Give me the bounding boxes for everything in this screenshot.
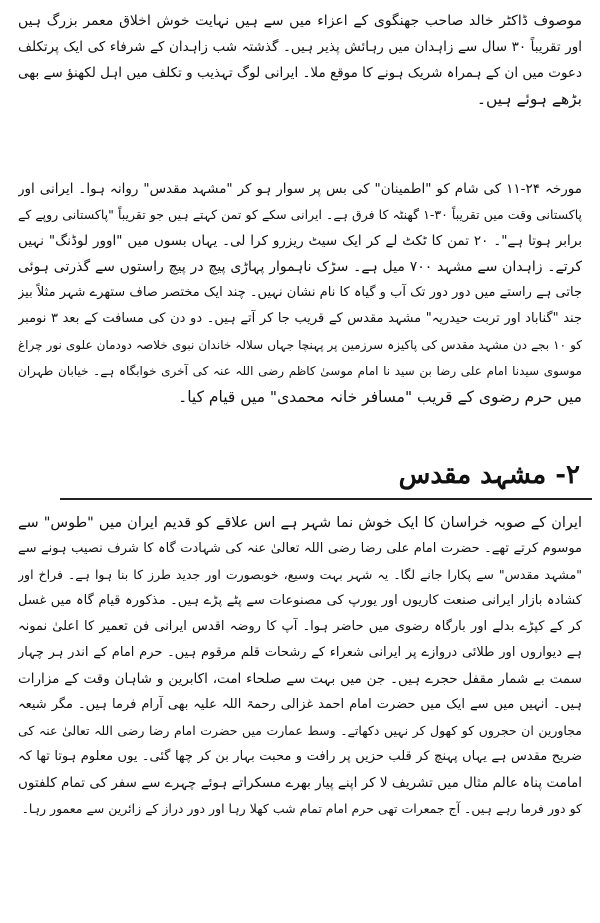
text-line: مجاورین ان حجروں کو کھول کر نہیں دکھاتے۔ وسط عمارت میں حضرت امام رضا رضی اللہ تعالیٰ عنہ کی [18,723,582,738]
text-line: ہے دیواروں اور طلائی دروازے پر ایرانی شعراء کے رشحات قلم مرقوم ہیں۔ حرم امام کے اندر ہر چہار [18,645,582,660]
text-line: ضریح مقدس ہے یہاں پہنچ کر قلب حزیں پر رافت و محبت بہار بن کر چھا گئی۔ یوں معلوم ہوتا تھا کہ [18,749,582,764]
text-line: بڑھے ہوئے ہیں۔ [476,90,582,108]
text-line: کو ۱۰ بجے دن مشہد مقدس کی پاکیزہ سرزمین پر پہنچا جہاں سلالہ خاندان نبوی خلاصہ دودمان علوی نور چراغ [18,338,582,352]
heading-underline [60,498,592,500]
text-line: پاکستانی وقت میں تقریباً ۳۰-۱ گھنٹہ کا فرق ہے۔ ایرانی سکے کو تمن کہتے ہیں جو تقریباً "پاکستانی روپے کے [18,207,582,222]
text-line: برابر ہوتا ہے"۔ ۲۰ تمن کا ٹکٹ لے کر ایک سیٹ ریزرو کرا لی۔ یہاں بسوں میں "اوور لوڈنگ" نہیں [18,233,582,249]
section-heading: ۲- مشہد مقدس [398,460,580,490]
text-line: کر کے کپڑے بدلے اور بارگاہ رضوی میں حاضر ہوا۔ آپ کا روضہ اقدس ایرانی فن تعمیر کا اعلیٰ نمونہ [18,619,582,634]
text-line: میں حرم رضوی کے قریب "مسافر خانہ محمدی" میں قیام کیا۔ [178,388,582,406]
text-line: امامت پناہ عالم مثال میں تشریف لا کر اپنے پیار بھرے مسکراتے ہوئے چہرے سے سفر کی تمام کلفتوں [18,775,582,791]
text-line: ایران کے صوبہ خراسان کا ایک خوش نما شہر ہے اس علاقے کو قدیم ایران میں "طوس" سے [18,515,582,531]
text-line: کشادہ بازار ایرانی صنعت کاریوں اور یورپ کی مصنوعات سے پٹے پڑے ہیں۔ مذکورہ قیام گاہ میں غسل [18,593,582,608]
text-line: "مشہد مقدس" سے پکارا جانے لگا۔ یہ شہر بہت وسیع، خوبصورت اور جدید طرز کا بنا ہوا ہے۔ فراخ اور [18,567,582,582]
paragraph-host-introduction [18,8,582,112]
paragraph-journey-to-mashhad [18,176,582,410]
text-line: جاتی ہے راستے میں دور دور تک آب و گیاہ کا نام نشان نہیں۔ چند ایک مختصر صاف ستھرے شہر مثلاً بیز [18,285,582,300]
text-line: مورخہ ۲۴-۱۱ کی شام کو "اطمینان" کی بس پر سوار ہو کر "مشہد مقدس" روانہ ہوا۔ ایرانی اور [18,181,582,197]
text-line: دعوت میں ان کے ہمراہ شریک ہونے کا موقع ملا۔ ایرانی لوگ تہذیب و تکلف میں اہل لکھنؤ سے بھی [18,65,582,81]
text-line: ہیں۔ انہیں میں سے ایک میں حضرت امام احمد غزالی رحمۃ اللہ علیہ بھی آرام فرما ہیں۔ مگر شیعہ [18,697,582,712]
text-line: موسوی سیدنا امام علی رضا بن سید نا امام موسیٰ کاظم رضی اللہ عنہ کی آخری خوابگاہ ہے۔ خیابان طہران [18,364,582,378]
text-line: اور تقریباً ۳۰ سال سے زاہدان میں رہائش پذیر ہیں۔ گذشتہ شب زاہدان کے شرفاء کی ایک پرتکلف [18,39,582,55]
text-line: جند "گناباد اور تربت حیدریہ" مشہد مقدس کے قریب جا کر آتے ہیں۔ دو دن کی مسافت کے بعد ۳ نومبر [18,311,582,326]
text-line: موسوم کرتے تھے۔ حضرت امام علی رضا رضی اللہ تعالیٰ عنہ کی شہادت گاہ کا شرف نصیب ہونے سے [18,541,582,556]
text-line: سمت بے شمار مقفل حجرے ہیں۔ جن میں بہت سے صلحاء امت، اکابرین و شاہان وقت کے مزارات [18,671,582,687]
text-line: کو دور فرما رہے ہیں۔ آج جمعرات تھی حرم امام تمام شب کھلا رہا اور دور دراز کے زائرین سے معمور رہا۔ [21,801,582,816]
paragraph-mashhad-description [18,510,582,822]
text-line: موصوف ڈاکٹر خالد صاحب جھنگوی کے اعزاء میں سے ہیں نہایت خوش اخلاق معمر بزرگ ہیں [18,13,582,29]
text-line: کرتے۔ زاہدان سے مشہد ۷۰۰ میل ہے۔ سڑک ناہموار پہاڑی پیچ در پیچ راستوں سے گذرتی ہوئی [18,259,582,275]
